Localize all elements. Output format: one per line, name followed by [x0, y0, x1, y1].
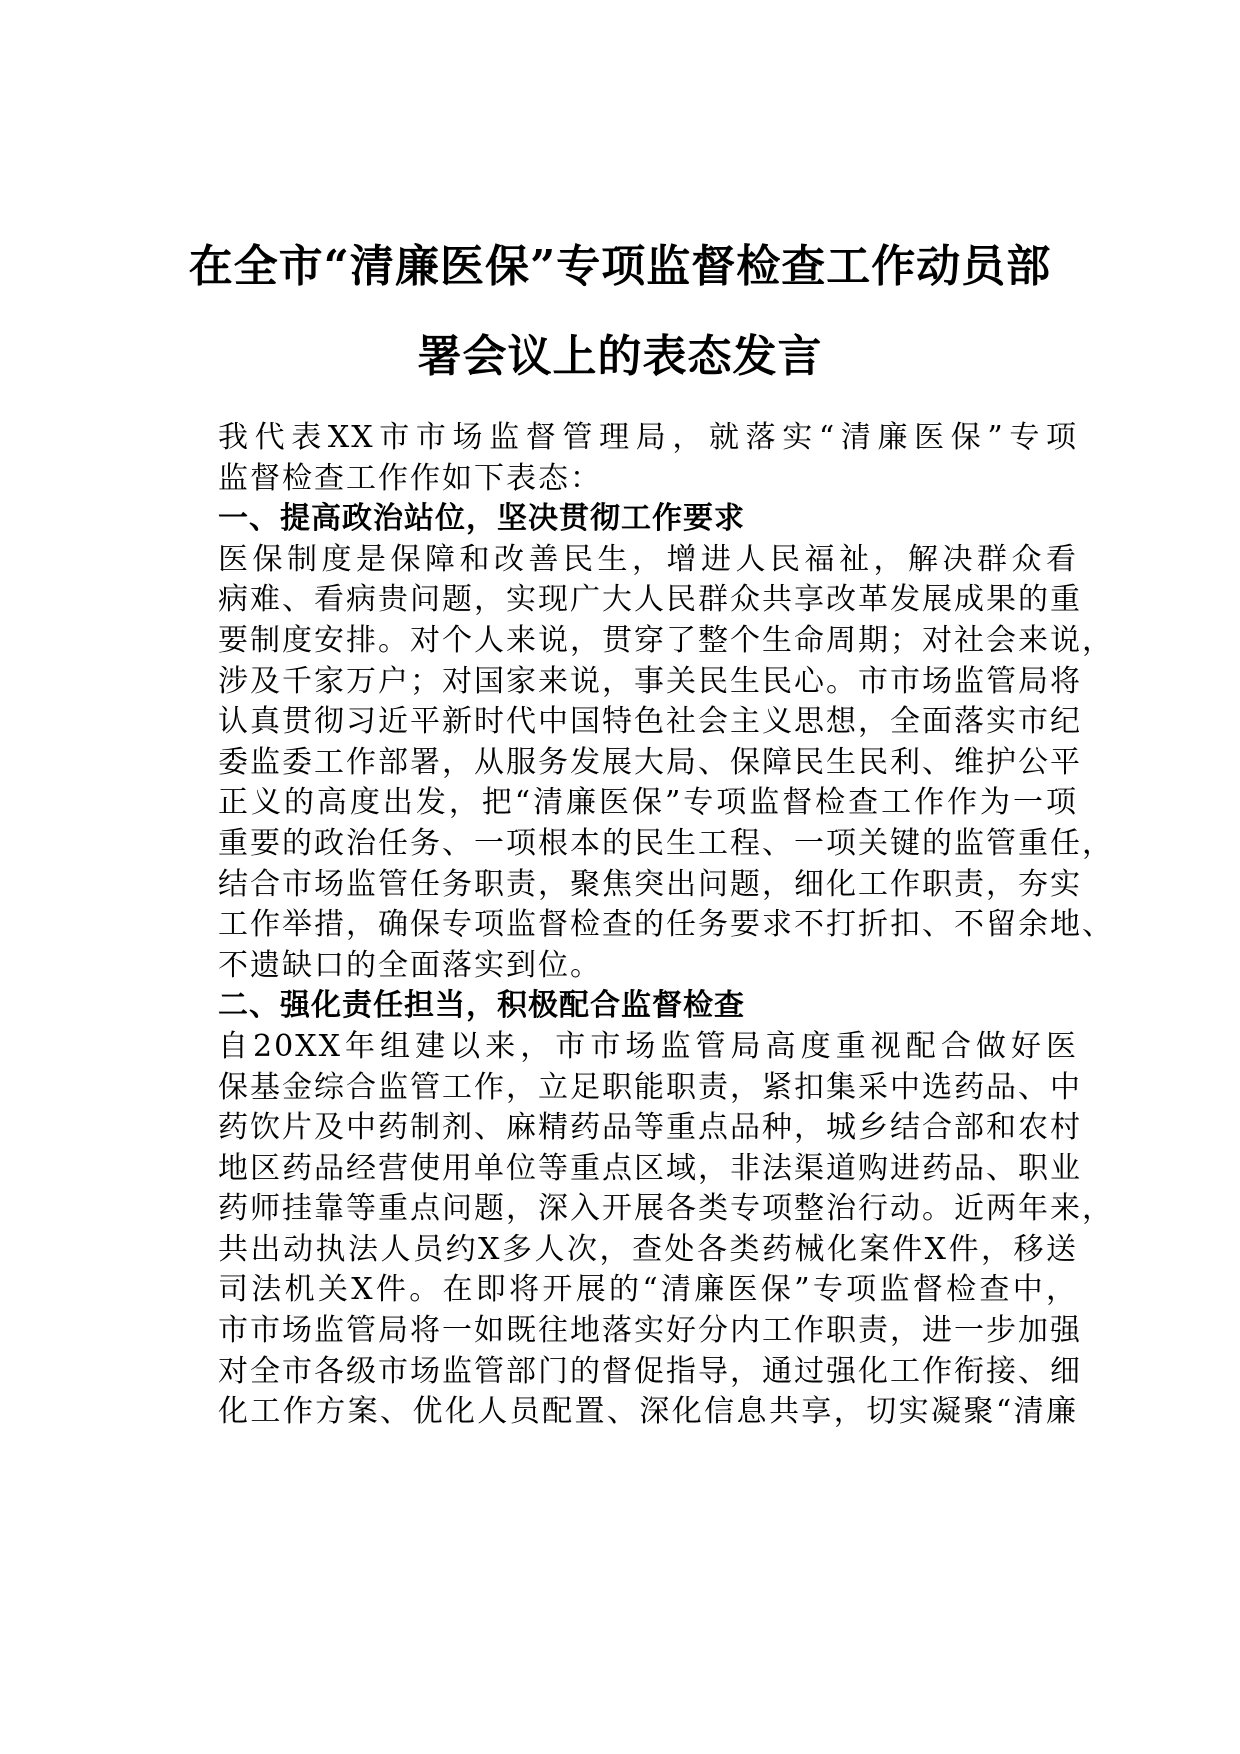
text-line: 工作举措，确保专项监督检查的任务要求不打折扣、不留余地、: [218, 907, 1114, 943]
text-line: 病难、看病贵问题，实现广大人民群众共享改革发展成果的重: [218, 582, 1082, 618]
text-line: 药饮片及中药制剂、麻精药品等重点品种，城乡结合部和农村: [218, 1110, 1082, 1146]
text-line: 结合市场监管任务职责，聚焦突出问题，细化工作职责，夯实: [218, 866, 1082, 902]
title-line: 署会议上的表态发言: [417, 331, 823, 382]
text-line: 化工作方案、优化人员配置、深化信息共享，切实凝聚“清廉: [218, 1394, 1078, 1430]
text-line: 地区药品经营使用单位等重点区域，非法渠道购进药品、职业: [218, 1150, 1082, 1186]
intro-paragraph: [158, 418, 1078, 499]
title-line: 在全市“清廉医保”专项监督检查工作动员部: [188, 241, 1052, 292]
section-heading-2: 二、强化责任担当，积极配合监督检查: [218, 988, 745, 1024]
document-title: [140, 222, 1100, 402]
text-line: 保基金综合监管工作，立足职能职责，紧扣集采中选药品、中: [218, 1069, 1082, 1105]
text-line: 重要的政治任务、一项根本的民生工程、一项关键的监管重任，: [218, 825, 1114, 861]
text-line: 自20XX年组建以来，市市场监管局高度重视配合做好医: [218, 1028, 1078, 1064]
text-line: 我代表XX市市场监督管理局，就落实“清廉医保”专项: [218, 420, 1078, 455]
text-line: 不遗缺口的全面落实到位。: [218, 947, 602, 983]
text-line: 医保制度是保障和改善民生，增进人民福祉，解决群众看: [218, 541, 1078, 577]
text-line: 监督检查工作作如下表态：: [218, 460, 602, 496]
section-heading-1: 一、提高政治站位，坚决贯彻工作要求: [218, 501, 745, 537]
text-line: 药师挂靠等重点问题，深入开展各类专项整治行动。近两年来，: [218, 1191, 1114, 1227]
text-line: 正义的高度出发，把“清廉医保”专项监督检查工作作为一项: [218, 785, 1078, 821]
text-line: 共出动执法人员约X多人次，查处各类药械化案件X件，移送: [218, 1231, 1078, 1267]
section-1-paragraph: [158, 540, 1114, 987]
text-line: 司法机关X件。在即将开展的“清廉医保”专项监督检查中，: [218, 1272, 1078, 1308]
document-body: [158, 418, 1114, 1433]
text-line: 认真贯彻习近平新时代中国特色社会主义思想，全面落实市纪: [218, 704, 1082, 740]
text-line: 涉及千家万户；对国家来说，事关民生民心。市市场监管局将: [218, 663, 1082, 699]
text-line: 委监委工作部署，从服务发展大局、保障民生民利、维护公平: [218, 744, 1082, 780]
text-line: 要制度安排。对个人来说，贯穿了整个生命周期；对社会来说，: [218, 622, 1114, 658]
text-line: 市市场监管局将一如既往地落实好分内工作职责，进一步加强: [218, 1313, 1082, 1349]
text-line: 对全市各级市场监管部门的督促指导，通过强化工作衔接、细: [218, 1353, 1082, 1389]
section-2-paragraph: [158, 1027, 1114, 1433]
